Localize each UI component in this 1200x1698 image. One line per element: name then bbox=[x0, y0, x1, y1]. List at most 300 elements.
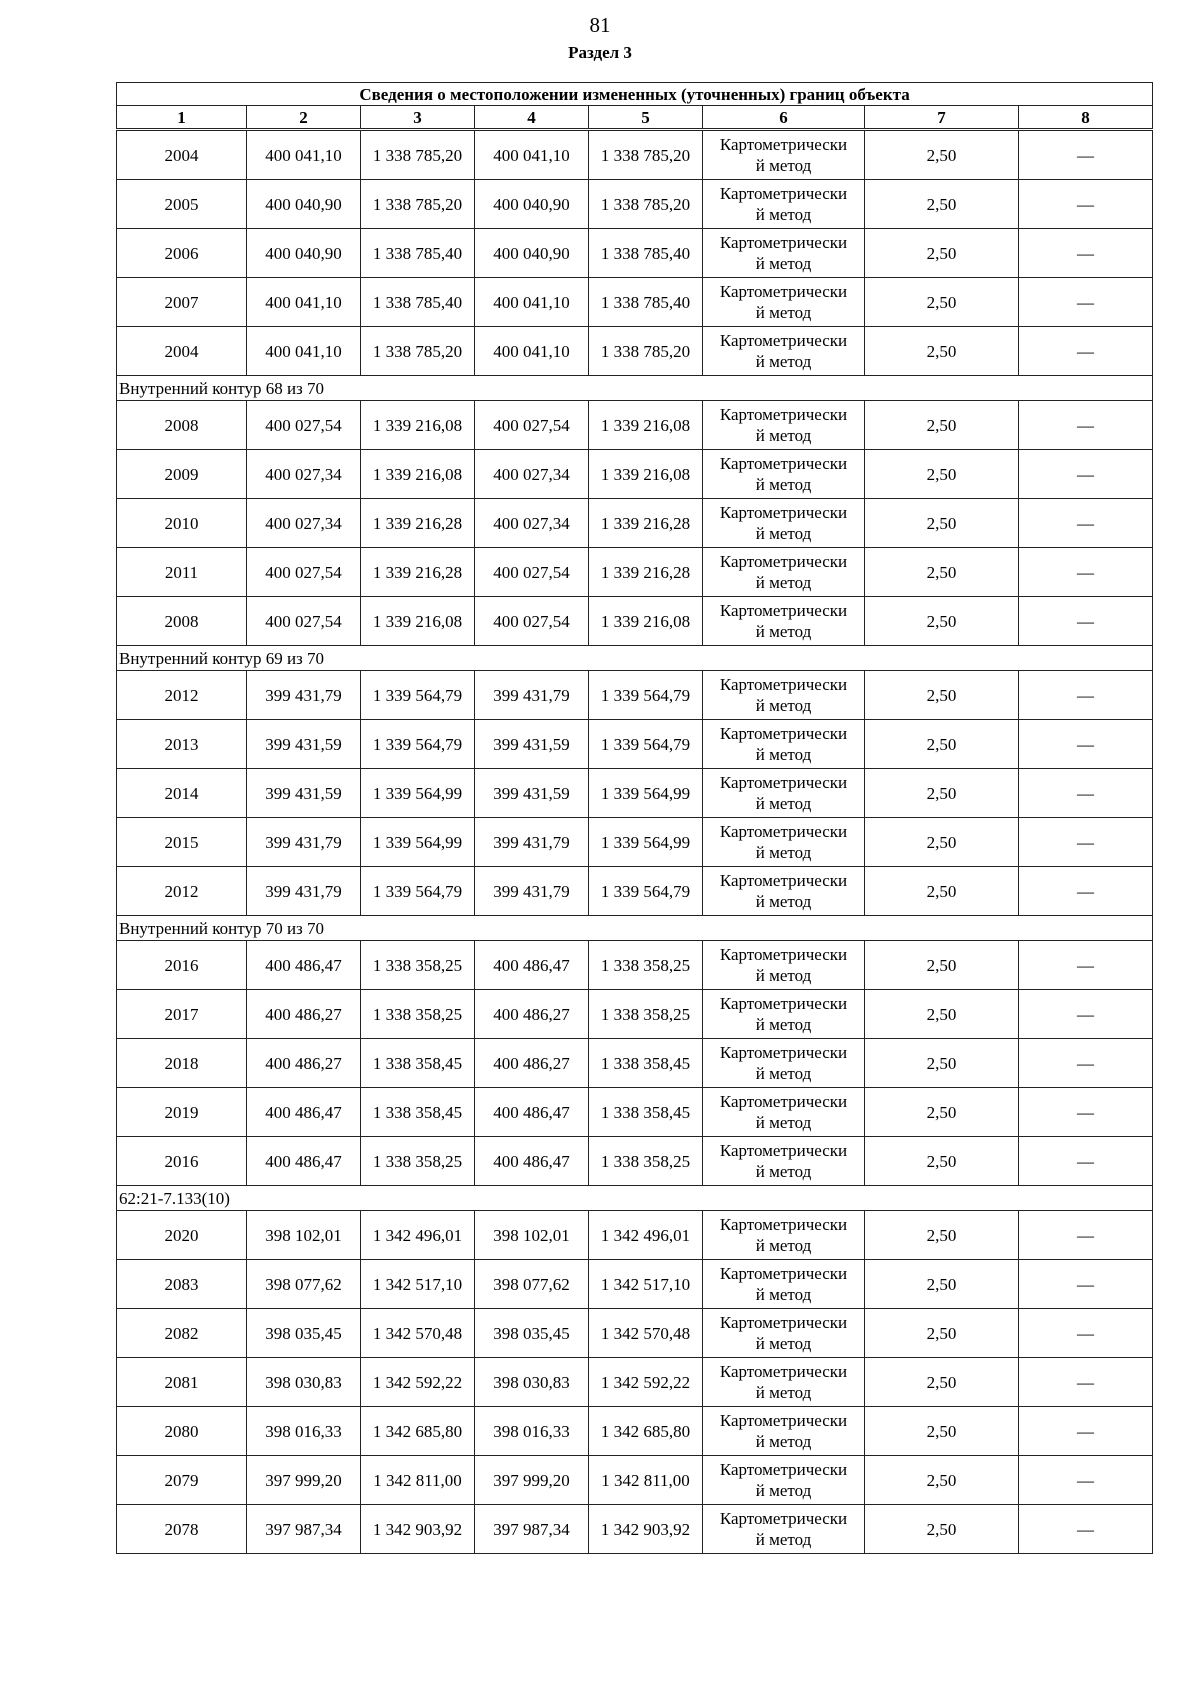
point-number-cell: 2016 bbox=[117, 1137, 247, 1186]
y-new-cell: 1 338 785,20 bbox=[589, 327, 703, 376]
method-line-1: Картометрически bbox=[719, 773, 848, 792]
description-cell: — bbox=[1019, 597, 1153, 646]
y-new-cell: 1 338 358,25 bbox=[589, 941, 703, 990]
contour-label: Внутренний контур 69 из 70 bbox=[117, 646, 1153, 671]
point-number-cell: 2081 bbox=[117, 1358, 247, 1407]
method-line-1: Картометрически bbox=[719, 1264, 848, 1283]
x-new-cell: 399 431,59 bbox=[475, 720, 589, 769]
x-new-cell: 400 027,54 bbox=[475, 401, 589, 450]
method-line-2: й метод bbox=[755, 1285, 812, 1304]
method-line-2: й метод bbox=[755, 1432, 812, 1451]
method-cell bbox=[703, 1456, 865, 1505]
table-row bbox=[117, 1039, 1153, 1088]
table-row bbox=[117, 278, 1153, 327]
x-old-cell: 400 041,10 bbox=[247, 130, 361, 180]
x-old-cell: 400 486,47 bbox=[247, 941, 361, 990]
point-number-cell: 2004 bbox=[117, 327, 247, 376]
description-cell: — bbox=[1019, 1407, 1153, 1456]
accuracy-cell: 2,50 bbox=[865, 1211, 1019, 1260]
method-cell bbox=[703, 818, 865, 867]
y-new-cell: 1 338 785,40 bbox=[589, 229, 703, 278]
description-cell: — bbox=[1019, 769, 1153, 818]
method-line-2: й метод bbox=[755, 1481, 812, 1500]
x-new-cell: 399 431,79 bbox=[475, 671, 589, 720]
method-line-1: Картометрически bbox=[719, 994, 848, 1013]
method-cell bbox=[703, 941, 865, 990]
table-row bbox=[117, 867, 1153, 916]
x-old-cell: 399 431,59 bbox=[247, 769, 361, 818]
y-old-cell: 1 342 685,80 bbox=[361, 1407, 475, 1456]
accuracy-cell: 2,50 bbox=[865, 941, 1019, 990]
description-cell: — bbox=[1019, 1039, 1153, 1088]
column-header: 4 bbox=[475, 106, 589, 130]
method-line-1: Картометрически bbox=[719, 1141, 848, 1160]
x-new-cell: 400 027,54 bbox=[475, 548, 589, 597]
y-new-cell: 1 339 216,28 bbox=[589, 499, 703, 548]
description-cell: — bbox=[1019, 1358, 1153, 1407]
point-number-cell: 2018 bbox=[117, 1039, 247, 1088]
method-line-2: й метод bbox=[755, 1530, 812, 1549]
method-line-2: й метод bbox=[755, 524, 812, 543]
y-old-cell: 1 338 785,20 bbox=[361, 180, 475, 229]
method-cell bbox=[703, 1137, 865, 1186]
description-cell: — bbox=[1019, 278, 1153, 327]
method-line-2: й метод bbox=[755, 1162, 812, 1181]
method-cell bbox=[703, 1309, 865, 1358]
method-line-1: Картометрически bbox=[719, 184, 848, 203]
table-row bbox=[117, 548, 1153, 597]
x-old-cell: 400 027,34 bbox=[247, 450, 361, 499]
x-old-cell: 399 431,79 bbox=[247, 867, 361, 916]
x-old-cell: 400 040,90 bbox=[247, 229, 361, 278]
description-cell: — bbox=[1019, 180, 1153, 229]
y-old-cell: 1 338 358,25 bbox=[361, 990, 475, 1039]
method-line-2: й метод bbox=[755, 426, 812, 445]
table-row bbox=[117, 941, 1153, 990]
description-cell: — bbox=[1019, 671, 1153, 720]
method-cell bbox=[703, 671, 865, 720]
table-row bbox=[117, 229, 1153, 278]
description-cell: — bbox=[1019, 499, 1153, 548]
y-old-cell: 1 339 564,79 bbox=[361, 671, 475, 720]
x-old-cell: 400 027,34 bbox=[247, 499, 361, 548]
method-line-2: й метод bbox=[755, 843, 812, 862]
description-cell: — bbox=[1019, 450, 1153, 499]
x-old-cell: 400 486,27 bbox=[247, 1039, 361, 1088]
x-new-cell: 397 999,20 bbox=[475, 1456, 589, 1505]
y-new-cell: 1 338 785,20 bbox=[589, 130, 703, 180]
y-old-cell: 1 338 785,20 bbox=[361, 130, 475, 180]
accuracy-cell: 2,50 bbox=[865, 1260, 1019, 1309]
x-new-cell: 398 030,83 bbox=[475, 1358, 589, 1407]
table-caption: Сведения о местоположении измененных (уточненных) границ объекта bbox=[117, 83, 1153, 106]
method-cell bbox=[703, 867, 865, 916]
y-old-cell: 1 339 564,99 bbox=[361, 769, 475, 818]
column-header: 6 bbox=[703, 106, 865, 130]
y-new-cell: 1 338 358,25 bbox=[589, 1137, 703, 1186]
table-row bbox=[117, 1309, 1153, 1358]
method-line-2: й метод bbox=[755, 352, 812, 371]
y-new-cell: 1 339 564,99 bbox=[589, 818, 703, 867]
table-row bbox=[117, 130, 1153, 180]
point-number-cell: 2004 bbox=[117, 130, 247, 180]
y-new-cell: 1 339 216,08 bbox=[589, 450, 703, 499]
contour-label-row bbox=[117, 646, 1153, 671]
method-line-2: й метод bbox=[755, 156, 812, 175]
y-new-cell: 1 342 685,80 bbox=[589, 1407, 703, 1456]
method-line-2: й метод bbox=[755, 205, 812, 224]
x-old-cell: 400 041,10 bbox=[247, 327, 361, 376]
accuracy-cell: 2,50 bbox=[865, 818, 1019, 867]
accuracy-cell: 2,50 bbox=[865, 229, 1019, 278]
x-old-cell: 397 999,20 bbox=[247, 1456, 361, 1505]
table-row bbox=[117, 1456, 1153, 1505]
y-new-cell: 1 338 358,45 bbox=[589, 1039, 703, 1088]
method-line-1: Картометрически bbox=[719, 282, 848, 301]
y-new-cell: 1 342 570,48 bbox=[589, 1309, 703, 1358]
y-old-cell: 1 338 358,45 bbox=[361, 1088, 475, 1137]
accuracy-cell: 2,50 bbox=[865, 597, 1019, 646]
x-old-cell: 398 030,83 bbox=[247, 1358, 361, 1407]
boundary-coordinates-table bbox=[116, 82, 1153, 1554]
description-cell: — bbox=[1019, 401, 1153, 450]
description-cell: — bbox=[1019, 1309, 1153, 1358]
point-number-cell: 2007 bbox=[117, 278, 247, 327]
description-cell: — bbox=[1019, 818, 1153, 867]
x-new-cell: 400 041,10 bbox=[475, 278, 589, 327]
contour-label-row bbox=[117, 916, 1153, 941]
method-cell bbox=[703, 1039, 865, 1088]
y-new-cell: 1 342 903,92 bbox=[589, 1505, 703, 1554]
method-line-1: Картометрически bbox=[719, 945, 848, 964]
x-old-cell: 398 035,45 bbox=[247, 1309, 361, 1358]
y-new-cell: 1 339 216,28 bbox=[589, 548, 703, 597]
y-old-cell: 1 342 592,22 bbox=[361, 1358, 475, 1407]
x-old-cell: 398 102,01 bbox=[247, 1211, 361, 1260]
method-cell bbox=[703, 990, 865, 1039]
description-cell: — bbox=[1019, 720, 1153, 769]
table-row bbox=[117, 720, 1153, 769]
accuracy-cell: 2,50 bbox=[865, 278, 1019, 327]
method-line-2: й метод bbox=[755, 573, 812, 592]
y-old-cell: 1 342 903,92 bbox=[361, 1505, 475, 1554]
table-row bbox=[117, 1088, 1153, 1137]
description-cell: — bbox=[1019, 327, 1153, 376]
table-row bbox=[117, 327, 1153, 376]
x-new-cell: 400 027,34 bbox=[475, 499, 589, 548]
column-header: 1 bbox=[117, 106, 247, 130]
method-line-1: Картометрически bbox=[719, 724, 848, 743]
y-old-cell: 1 338 358,25 bbox=[361, 1137, 475, 1186]
x-old-cell: 398 016,33 bbox=[247, 1407, 361, 1456]
point-number-cell: 2012 bbox=[117, 671, 247, 720]
x-new-cell: 400 486,47 bbox=[475, 941, 589, 990]
accuracy-cell: 2,50 bbox=[865, 130, 1019, 180]
table-row bbox=[117, 180, 1153, 229]
column-header: 5 bbox=[589, 106, 703, 130]
method-line-2: й метод bbox=[755, 1064, 812, 1083]
method-line-1: Картометрически bbox=[719, 454, 848, 473]
column-header: 2 bbox=[247, 106, 361, 130]
y-old-cell: 1 339 216,08 bbox=[361, 450, 475, 499]
y-new-cell: 1 338 785,40 bbox=[589, 278, 703, 327]
accuracy-cell: 2,50 bbox=[865, 1456, 1019, 1505]
accuracy-cell: 2,50 bbox=[865, 720, 1019, 769]
description-cell: — bbox=[1019, 229, 1153, 278]
point-number-cell: 2020 bbox=[117, 1211, 247, 1260]
method-line-2: й метод bbox=[755, 1236, 812, 1255]
method-line-2: й метод bbox=[755, 794, 812, 813]
table-row bbox=[117, 671, 1153, 720]
x-old-cell: 399 431,79 bbox=[247, 671, 361, 720]
method-line-1: Картометрически bbox=[719, 601, 848, 620]
y-new-cell: 1 339 216,08 bbox=[589, 401, 703, 450]
point-number-cell: 2015 bbox=[117, 818, 247, 867]
method-line-1: Картометрически bbox=[719, 331, 848, 350]
y-new-cell: 1 342 811,00 bbox=[589, 1456, 703, 1505]
x-new-cell: 399 431,79 bbox=[475, 818, 589, 867]
method-cell bbox=[703, 180, 865, 229]
point-number-cell: 2080 bbox=[117, 1407, 247, 1456]
point-number-cell: 2016 bbox=[117, 941, 247, 990]
description-cell: — bbox=[1019, 1505, 1153, 1554]
y-new-cell: 1 339 564,79 bbox=[589, 720, 703, 769]
x-old-cell: 399 431,59 bbox=[247, 720, 361, 769]
accuracy-cell: 2,50 bbox=[865, 1088, 1019, 1137]
method-line-1: Картометрически bbox=[719, 503, 848, 522]
point-number-cell: 2010 bbox=[117, 499, 247, 548]
method-cell bbox=[703, 1088, 865, 1137]
x-old-cell: 400 027,54 bbox=[247, 597, 361, 646]
point-number-cell: 2017 bbox=[117, 990, 247, 1039]
table-row bbox=[117, 818, 1153, 867]
x-new-cell: 400 486,47 bbox=[475, 1137, 589, 1186]
x-old-cell: 400 041,10 bbox=[247, 278, 361, 327]
method-line-2: й метод bbox=[755, 1334, 812, 1353]
x-new-cell: 400 040,90 bbox=[475, 180, 589, 229]
description-cell: — bbox=[1019, 1088, 1153, 1137]
method-line-2: й метод bbox=[755, 1113, 812, 1132]
method-line-1: Картометрически bbox=[719, 675, 848, 694]
method-cell bbox=[703, 597, 865, 646]
y-old-cell: 1 342 496,01 bbox=[361, 1211, 475, 1260]
method-cell bbox=[703, 499, 865, 548]
y-old-cell: 1 339 216,28 bbox=[361, 548, 475, 597]
accuracy-cell: 2,50 bbox=[865, 1358, 1019, 1407]
table-row bbox=[117, 499, 1153, 548]
table-row bbox=[117, 1505, 1153, 1554]
x-new-cell: 400 027,34 bbox=[475, 450, 589, 499]
y-new-cell: 1 338 358,25 bbox=[589, 990, 703, 1039]
method-line-2: й метод bbox=[755, 622, 812, 641]
method-cell bbox=[703, 278, 865, 327]
point-number-cell: 2019 bbox=[117, 1088, 247, 1137]
x-new-cell: 398 077,62 bbox=[475, 1260, 589, 1309]
method-line-2: й метод bbox=[755, 696, 812, 715]
x-new-cell: 400 041,10 bbox=[475, 130, 589, 180]
accuracy-cell: 2,50 bbox=[865, 401, 1019, 450]
contour-label: 62:21-7.133(10) bbox=[117, 1186, 1153, 1211]
section-title: Раздел 3 bbox=[568, 43, 632, 62]
x-old-cell: 400 486,47 bbox=[247, 1088, 361, 1137]
method-line-2: й метод bbox=[755, 892, 812, 911]
accuracy-cell: 2,50 bbox=[865, 548, 1019, 597]
accuracy-cell: 2,50 bbox=[865, 1407, 1019, 1456]
x-old-cell: 398 077,62 bbox=[247, 1260, 361, 1309]
method-line-2: й метод bbox=[755, 1383, 812, 1402]
method-line-1: Картометрически bbox=[719, 1215, 848, 1234]
y-old-cell: 1 338 785,40 bbox=[361, 278, 475, 327]
y-old-cell: 1 338 785,20 bbox=[361, 327, 475, 376]
description-cell: — bbox=[1019, 130, 1153, 180]
table-row bbox=[117, 1358, 1153, 1407]
accuracy-cell: 2,50 bbox=[865, 1505, 1019, 1554]
y-old-cell: 1 339 216,28 bbox=[361, 499, 475, 548]
method-cell bbox=[703, 720, 865, 769]
method-line-1: Картометрически bbox=[719, 822, 848, 841]
method-cell bbox=[703, 1505, 865, 1554]
method-cell bbox=[703, 769, 865, 818]
x-old-cell: 400 027,54 bbox=[247, 548, 361, 597]
accuracy-cell: 2,50 bbox=[865, 769, 1019, 818]
x-new-cell: 399 431,79 bbox=[475, 867, 589, 916]
method-cell bbox=[703, 327, 865, 376]
y-old-cell: 1 342 570,48 bbox=[361, 1309, 475, 1358]
y-old-cell: 1 338 358,45 bbox=[361, 1039, 475, 1088]
point-number-cell: 2008 bbox=[117, 597, 247, 646]
y-new-cell: 1 338 358,45 bbox=[589, 1088, 703, 1137]
method-cell bbox=[703, 229, 865, 278]
y-old-cell: 1 339 216,08 bbox=[361, 401, 475, 450]
method-cell bbox=[703, 1407, 865, 1456]
x-old-cell: 400 486,27 bbox=[247, 990, 361, 1039]
method-line-1: Картометрически bbox=[719, 1313, 848, 1332]
method-line-1: Картометрически bbox=[719, 135, 848, 154]
x-new-cell: 400 041,10 bbox=[475, 327, 589, 376]
method-line-1: Картометрически bbox=[719, 1092, 848, 1111]
table-row bbox=[117, 597, 1153, 646]
x-new-cell: 399 431,59 bbox=[475, 769, 589, 818]
point-number-cell: 2013 bbox=[117, 720, 247, 769]
table-row bbox=[117, 450, 1153, 499]
method-line-1: Картометрически bbox=[719, 552, 848, 571]
method-line-1: Картометрически bbox=[719, 233, 848, 252]
accuracy-cell: 2,50 bbox=[865, 1039, 1019, 1088]
point-number-cell: 2005 bbox=[117, 180, 247, 229]
accuracy-cell: 2,50 bbox=[865, 499, 1019, 548]
x-new-cell: 398 102,01 bbox=[475, 1211, 589, 1260]
accuracy-cell: 2,50 bbox=[865, 990, 1019, 1039]
method-line-1: Картометрически bbox=[719, 1509, 848, 1528]
contour-label-row bbox=[117, 376, 1153, 401]
table-row bbox=[117, 1211, 1153, 1260]
y-old-cell: 1 339 216,08 bbox=[361, 597, 475, 646]
point-number-cell: 2079 bbox=[117, 1456, 247, 1505]
y-new-cell: 1 342 496,01 bbox=[589, 1211, 703, 1260]
point-number-cell: 2014 bbox=[117, 769, 247, 818]
y-old-cell: 1 342 811,00 bbox=[361, 1456, 475, 1505]
x-new-cell: 400 486,27 bbox=[475, 1039, 589, 1088]
y-old-cell: 1 339 564,79 bbox=[361, 720, 475, 769]
method-line-2: й метод bbox=[755, 966, 812, 985]
column-header: 7 bbox=[865, 106, 1019, 130]
accuracy-cell: 2,50 bbox=[865, 327, 1019, 376]
x-old-cell: 400 040,90 bbox=[247, 180, 361, 229]
column-header: 3 bbox=[361, 106, 475, 130]
x-new-cell: 397 987,34 bbox=[475, 1505, 589, 1554]
description-cell: — bbox=[1019, 941, 1153, 990]
y-new-cell: 1 342 517,10 bbox=[589, 1260, 703, 1309]
contour-label: Внутренний контур 70 из 70 bbox=[117, 916, 1153, 941]
method-cell bbox=[703, 130, 865, 180]
y-new-cell: 1 342 592,22 bbox=[589, 1358, 703, 1407]
method-cell bbox=[703, 1358, 865, 1407]
y-new-cell: 1 339 564,79 bbox=[589, 867, 703, 916]
point-number-cell: 2012 bbox=[117, 867, 247, 916]
accuracy-cell: 2,50 bbox=[865, 867, 1019, 916]
x-old-cell: 400 486,47 bbox=[247, 1137, 361, 1186]
table-row bbox=[117, 401, 1153, 450]
table-row bbox=[117, 1407, 1153, 1456]
x-new-cell: 400 486,27 bbox=[475, 990, 589, 1039]
method-cell bbox=[703, 450, 865, 499]
method-line-1: Картометрически bbox=[719, 1362, 848, 1381]
description-cell: — bbox=[1019, 1211, 1153, 1260]
method-line-2: й метод bbox=[755, 745, 812, 764]
table-row bbox=[117, 990, 1153, 1039]
accuracy-cell: 2,50 bbox=[865, 180, 1019, 229]
point-number-cell: 2082 bbox=[117, 1309, 247, 1358]
table-row bbox=[117, 1260, 1153, 1309]
y-old-cell: 1 339 564,99 bbox=[361, 818, 475, 867]
description-cell: — bbox=[1019, 1456, 1153, 1505]
column-header: 8 bbox=[1019, 106, 1153, 130]
method-line-2: й метод bbox=[755, 254, 812, 273]
point-number-cell: 2011 bbox=[117, 548, 247, 597]
accuracy-cell: 2,50 bbox=[865, 1309, 1019, 1358]
point-number-cell: 2009 bbox=[117, 450, 247, 499]
description-cell: — bbox=[1019, 1137, 1153, 1186]
y-old-cell: 1 338 785,40 bbox=[361, 229, 475, 278]
x-new-cell: 398 016,33 bbox=[475, 1407, 589, 1456]
page-number: 81 bbox=[589, 13, 611, 37]
x-old-cell: 400 027,54 bbox=[247, 401, 361, 450]
y-new-cell: 1 338 785,20 bbox=[589, 180, 703, 229]
method-line-1: Картометрически bbox=[719, 871, 848, 890]
method-cell bbox=[703, 401, 865, 450]
accuracy-cell: 2,50 bbox=[865, 450, 1019, 499]
y-new-cell: 1 339 564,99 bbox=[589, 769, 703, 818]
x-new-cell: 400 027,54 bbox=[475, 597, 589, 646]
x-new-cell: 400 486,47 bbox=[475, 1088, 589, 1137]
point-number-cell: 2083 bbox=[117, 1260, 247, 1309]
point-number-cell: 2008 bbox=[117, 401, 247, 450]
method-line-2: й метод bbox=[755, 1015, 812, 1034]
method-cell bbox=[703, 1211, 865, 1260]
method-line-1: Картометрически bbox=[719, 1411, 848, 1430]
x-new-cell: 398 035,45 bbox=[475, 1309, 589, 1358]
accuracy-cell: 2,50 bbox=[865, 671, 1019, 720]
method-line-2: й метод bbox=[755, 475, 812, 494]
x-old-cell: 399 431,79 bbox=[247, 818, 361, 867]
y-new-cell: 1 339 216,08 bbox=[589, 597, 703, 646]
method-line-1: Картометрически bbox=[719, 1043, 848, 1062]
description-cell: — bbox=[1019, 867, 1153, 916]
method-line-1: Картометрически bbox=[719, 1460, 848, 1479]
point-number-cell: 2078 bbox=[117, 1505, 247, 1554]
table-body bbox=[117, 130, 1153, 1554]
contour-label: Внутренний контур 68 из 70 bbox=[117, 376, 1153, 401]
